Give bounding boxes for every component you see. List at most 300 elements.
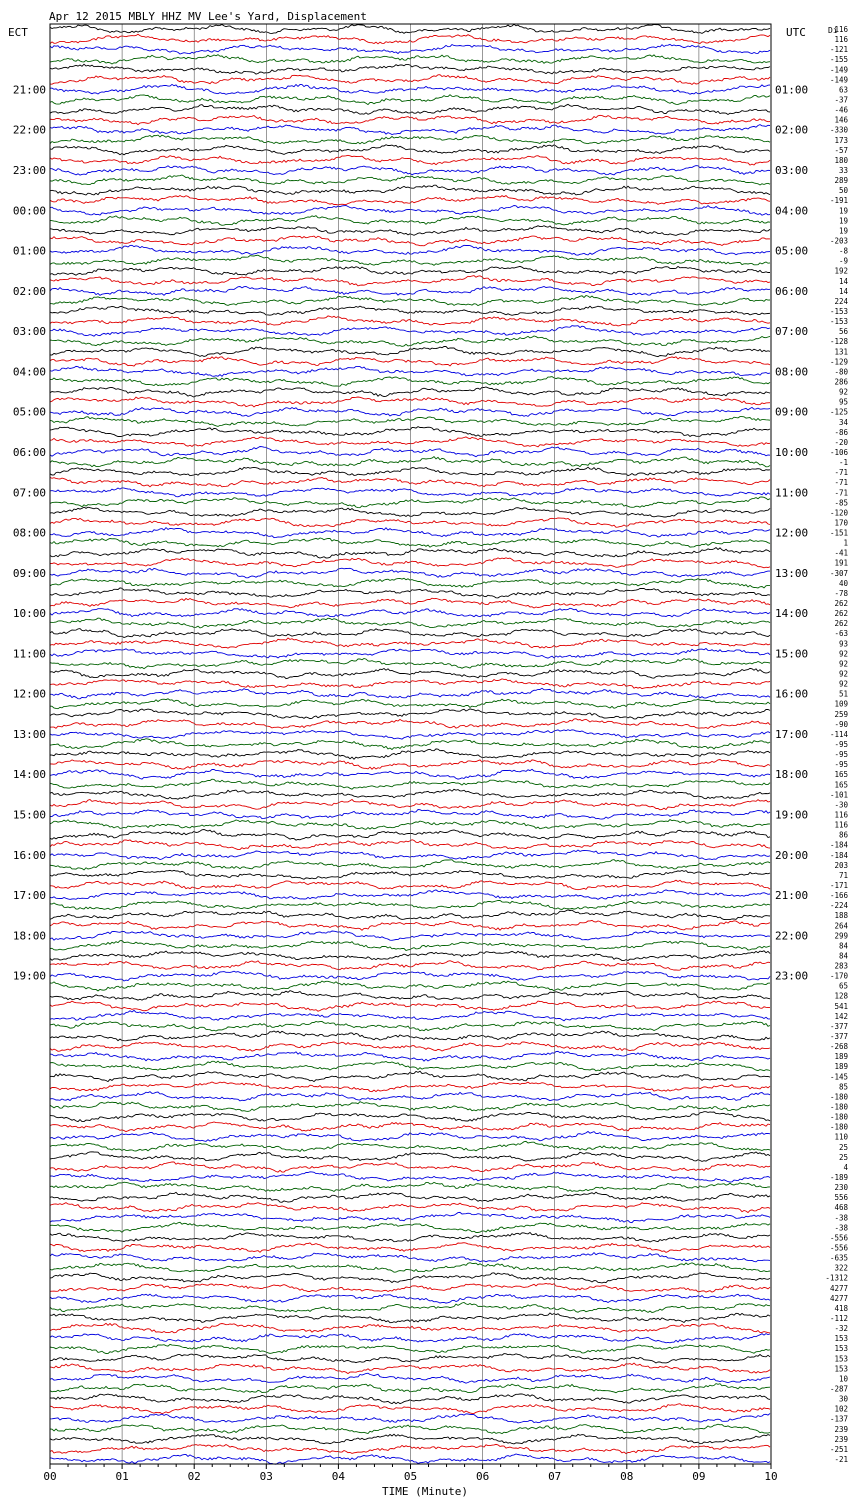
left-hour-label: 14:00 [12, 768, 46, 782]
trace-line [50, 266, 770, 275]
trace-offset-label: 85 [838, 1082, 848, 1092]
right-hour-label: 08:00 [775, 365, 809, 379]
trace-offset-label: 128 [834, 991, 848, 1001]
trace-offset-label: 322 [834, 1263, 848, 1273]
trace-line [50, 1373, 770, 1383]
trace-line [50, 598, 770, 608]
trace-line [50, 1132, 770, 1142]
right-hour-axis [775, 83, 808, 982]
trace-offset-label: -95 [834, 760, 848, 770]
trace-line [50, 206, 770, 216]
trace-offset-label: 541 [834, 1001, 848, 1011]
trace-offset-label: -20 [834, 437, 848, 447]
trace-line [50, 800, 770, 810]
trace-offset-label: 262 [834, 599, 848, 609]
trace-line [50, 226, 770, 236]
x-axis [43, 1464, 777, 1483]
trace-offset-label: 40 [838, 578, 848, 588]
trace-line [50, 417, 770, 427]
trace-line [50, 1203, 770, 1213]
trace-offset-label: 153 [834, 1344, 848, 1354]
trace-line [50, 1233, 770, 1243]
trace-line [50, 1122, 770, 1132]
trace-line [50, 941, 770, 951]
trace-offset-label: 299 [834, 931, 848, 941]
trace-line [50, 608, 770, 617]
right-hour-label: 17:00 [775, 727, 809, 741]
trace-offset-label: 556 [834, 1193, 848, 1203]
right-hour-label: 23:00 [775, 969, 809, 983]
trace-line [50, 779, 770, 789]
trace-offset-label: 188 [834, 911, 848, 921]
trace-offset-label: -330 [829, 125, 848, 135]
trace-line [50, 427, 770, 437]
trace-offset-label: 92 [838, 669, 848, 679]
trace-line [50, 407, 770, 416]
trace-line [50, 44, 770, 54]
right-hour-label: 04:00 [775, 204, 809, 218]
left-axis-label: ECT [8, 26, 28, 39]
trace-offset-label: 180 [834, 155, 848, 165]
trace-line [50, 1263, 770, 1273]
trace-line [50, 1284, 770, 1293]
offset-axis [825, 25, 848, 1464]
trace-line [50, 699, 770, 709]
trace-offset-label: -145 [829, 1072, 848, 1082]
trace-offset-label: -155 [829, 55, 848, 65]
trace-line [50, 497, 770, 508]
trace-offset-label: -149 [829, 65, 848, 75]
trace-offset-label: 116 [834, 35, 848, 45]
trace-offset-label: 116 [834, 810, 848, 820]
left-hour-label: 07:00 [12, 486, 46, 500]
trace-line [50, 890, 770, 900]
trace-offset-label: 192 [834, 266, 848, 276]
right-hour-label: 05:00 [775, 244, 809, 258]
trace-offset-label: 84 [838, 951, 848, 961]
trace-line [50, 518, 770, 527]
right-hour-label: 12:00 [775, 526, 809, 540]
right-hour-label: 22:00 [775, 929, 809, 943]
trace-offset-label: 203 [834, 860, 848, 870]
trace-offset-label: 63 [838, 85, 848, 95]
trace-line [50, 1363, 770, 1374]
left-hour-label: 23:00 [12, 164, 46, 178]
trace-line [50, 900, 770, 909]
trace-line [50, 1112, 770, 1122]
trace-offset-label: 92 [838, 649, 848, 659]
x-axis-label: TIME (Minute) [381, 1485, 469, 1498]
trace-line [50, 1010, 770, 1020]
trace-line [50, 1334, 770, 1343]
right-hour-label: 10:00 [775, 445, 809, 459]
trace-line [50, 830, 770, 841]
right-hour-label: 06:00 [775, 284, 809, 298]
trace-offset-label: 262 [834, 619, 848, 629]
trace-offset-label: -203 [829, 236, 848, 246]
x-tick-label: 07 [548, 1470, 562, 1483]
trace-line [50, 618, 770, 628]
trace-offset-label: -95 [834, 750, 848, 760]
trace-offset-label: -153 [829, 317, 848, 327]
trace-offset-label: -95 [834, 740, 848, 749]
trace-line [50, 910, 770, 920]
left-hour-label: 17:00 [12, 889, 46, 903]
trace-offset-label: 19 [838, 226, 848, 236]
left-hour-label: 21:00 [12, 83, 46, 97]
right-hour-label: 16:00 [775, 687, 809, 701]
trace-offset-label: 84 [838, 941, 848, 951]
trace-offset-label: -9 [838, 256, 848, 266]
trace-offset-label: 239 [834, 1424, 848, 1434]
trace-offset-label: 153 [834, 1354, 848, 1364]
left-hour-label: 12:00 [12, 687, 46, 701]
trace-offset-label: 33 [838, 166, 848, 176]
trace-offset-label: 92 [838, 659, 848, 669]
trace-group [50, 24, 770, 1464]
trace-offset-label: -32 [834, 1324, 848, 1334]
trace-offset-label: 153 [834, 1334, 848, 1344]
trace-offset-label: 189 [834, 1052, 848, 1062]
trace-offset-label: 95 [838, 397, 848, 407]
trace-offset-label: -191 [829, 196, 848, 206]
trace-line [50, 457, 770, 467]
trace-line [50, 528, 770, 538]
trace-line [50, 860, 770, 870]
trace-offset-label: 131 [834, 347, 848, 357]
trace-line [50, 1303, 770, 1313]
trace-offset-label: -287 [829, 1384, 848, 1394]
trace-line [50, 1354, 770, 1363]
trace-offset-label: 116 [834, 25, 848, 35]
trace-offset-label: -86 [834, 427, 848, 437]
trace-line [50, 920, 770, 930]
trace-offset-label: 289 [834, 176, 848, 186]
trace-line [50, 95, 770, 105]
trace-line [50, 568, 770, 578]
trace-offset-label: 50 [838, 186, 848, 196]
trace-line [50, 1454, 770, 1464]
left-hour-label: 02:00 [12, 284, 46, 298]
trace-line [50, 1384, 770, 1393]
trace-offset-label: 110 [834, 1132, 848, 1142]
x-tick-label: 05 [403, 1470, 418, 1483]
left-hour-label: 00:00 [12, 204, 46, 218]
trace-offset-label: 10 [838, 1374, 848, 1384]
trace-offset-label: 259 [834, 709, 848, 719]
trace-offset-label: 109 [834, 699, 848, 709]
trace-offset-label: 65 [838, 981, 848, 991]
trace-line [50, 629, 770, 638]
trace-line [50, 115, 770, 124]
trace-offset-label: 4277 [829, 1293, 848, 1303]
trace-line [50, 166, 770, 176]
trace-offset-label: -71 [834, 488, 848, 498]
trace-line [50, 236, 770, 246]
trace-offset-label: -8 [838, 246, 848, 256]
trace-offset-label: -37 [834, 95, 848, 105]
trace-line [50, 1212, 770, 1222]
right-hour-label: 19:00 [775, 808, 809, 822]
trace-line [50, 1082, 770, 1092]
trace-line [50, 1152, 770, 1162]
trace-line [50, 789, 770, 799]
x-tick-label: 01 [115, 1470, 129, 1483]
left-hour-label: 11:00 [12, 647, 46, 661]
trace-offset-label: 418 [834, 1303, 848, 1313]
trace-line [50, 1394, 770, 1404]
trace-offset-label: 34 [838, 417, 848, 427]
left-hour-label: 13:00 [12, 727, 46, 741]
trace-offset-label: -112 [829, 1313, 848, 1323]
trace-offset-label: 286 [834, 377, 848, 387]
trace-line [50, 1192, 770, 1202]
trace-line [50, 971, 770, 981]
trace-offset-label: 19 [838, 206, 848, 216]
trace-line [50, 357, 770, 366]
trace-line [50, 688, 770, 699]
trace-line [50, 981, 770, 991]
x-tick-label: 10 [764, 1470, 778, 1483]
trace-offset-label: -41 [834, 548, 848, 558]
trace-line [50, 316, 770, 326]
trace-offset-label: 4 [843, 1162, 848, 1172]
trace-offset-label: 468 [834, 1203, 848, 1213]
trace-offset-label: 86 [838, 830, 848, 840]
trace-line [50, 377, 770, 387]
trace-line [50, 287, 770, 296]
trace-line [50, 1273, 770, 1283]
trace-offset-label: 56 [838, 327, 848, 337]
trace-line [50, 1042, 770, 1051]
trace-line [50, 1031, 770, 1041]
trace-line [50, 326, 770, 337]
right-hour-label: 01:00 [775, 83, 809, 97]
trace-line [50, 1444, 770, 1453]
x-tick-label: 06 [475, 1470, 490, 1483]
trace-offset-label: 153 [834, 1364, 848, 1374]
trace-line [50, 125, 770, 135]
trace-offset-label: 239 [834, 1434, 848, 1444]
trace-offset-label: -125 [829, 407, 848, 417]
trace-line [50, 488, 770, 497]
trace-offset-label: -180 [829, 1112, 848, 1122]
left-hour-axis [13, 83, 46, 982]
right-hour-label: 02:00 [775, 123, 809, 137]
trace-line [50, 276, 770, 286]
trace-offset-label: 283 [834, 961, 848, 971]
trace-line [50, 145, 770, 155]
trace-offset-label: 71 [838, 870, 848, 880]
x-tick-label: 02 [187, 1470, 201, 1483]
trace-offset-label: -377 [829, 1021, 848, 1031]
trace-offset-label: 4277 [829, 1283, 848, 1293]
trace-offset-label: -180 [829, 1122, 848, 1132]
trace-line [50, 1414, 770, 1423]
trace-line [50, 34, 770, 44]
trace-line [50, 749, 770, 759]
trace-offset-label: -180 [829, 1102, 848, 1112]
x-tick-label: 03 [259, 1470, 273, 1483]
trace-offset-label: 146 [834, 115, 848, 125]
trace-line [50, 1253, 770, 1262]
trace-offset-label: 224 [834, 296, 848, 306]
trace-line [50, 447, 770, 457]
trace-line [50, 1424, 770, 1433]
trace-offset-label: 264 [834, 921, 848, 931]
left-hour-label: 04:00 [12, 365, 46, 379]
left-hour-label: 18:00 [12, 929, 46, 943]
trace-offset-label: -149 [829, 75, 848, 85]
trace-line [50, 991, 770, 1001]
trace-offset-label: 30 [838, 1394, 848, 1404]
trace-line [50, 649, 770, 659]
trace-offset-label: -21 [834, 1454, 848, 1464]
trace-offset-label: 102 [834, 1404, 848, 1414]
trace-line [50, 638, 770, 648]
trace-line [50, 961, 770, 971]
left-hour-label: 10:00 [12, 607, 46, 621]
left-hour-label: 08:00 [12, 526, 46, 540]
trace-offset-label: -268 [829, 1042, 848, 1052]
trace-offset-label: 51 [838, 689, 848, 699]
trace-line [50, 1102, 770, 1112]
trace-line [50, 760, 770, 770]
trace-line [50, 1001, 770, 1011]
trace-offset-label: -251 [829, 1444, 848, 1454]
right-hour-label: 07:00 [775, 325, 809, 339]
trace-line [50, 1434, 770, 1444]
trace-offset-label: 173 [834, 135, 848, 145]
trace-line [50, 1182, 770, 1191]
x-tick-label: 04 [331, 1470, 346, 1483]
trace-offset-label: -114 [829, 729, 848, 739]
left-hour-label: 05:00 [12, 405, 46, 419]
trace-offset-label: -184 [829, 840, 848, 850]
trace-offset-label: 165 [834, 780, 848, 790]
trace-offset-label: -137 [829, 1414, 848, 1424]
x-tick-label: 08 [620, 1470, 634, 1483]
trace-line [50, 1243, 770, 1253]
trace-offset-label: -120 [829, 508, 848, 518]
trace-line [50, 1294, 770, 1303]
trace-offset-label: -30 [834, 800, 848, 810]
trace-offset-label: 165 [834, 770, 848, 780]
trace-line [50, 216, 770, 226]
trace-offset-label: -1 [838, 458, 848, 468]
trace-line [50, 558, 770, 568]
right-axis-label: UTC [786, 26, 806, 39]
trace-offset-label: 1 [843, 538, 848, 548]
trace-line [50, 255, 770, 265]
trace-line [50, 870, 770, 879]
trace-line [50, 387, 770, 397]
trace-offset-label: -151 [829, 528, 848, 538]
trace-line [50, 769, 770, 779]
trace-line [50, 668, 770, 678]
trace-line [50, 104, 770, 114]
trace-offset-label: -556 [829, 1233, 848, 1243]
trace-offset-label: -71 [834, 468, 848, 478]
trace-offset-label: 262 [834, 609, 848, 619]
trace-offset-label: -377 [829, 1032, 848, 1042]
trace-line [50, 397, 770, 407]
trace-line [50, 245, 770, 255]
left-hour-label: 01:00 [12, 244, 46, 258]
trace-offset-label: 14 [838, 276, 848, 286]
trace-line [50, 477, 770, 486]
trace-offset-label: -556 [829, 1243, 848, 1253]
trace-line [50, 1061, 770, 1071]
trace-offset-label: -1312 [825, 1273, 848, 1283]
trace-offset-label: -180 [829, 1092, 848, 1102]
trace-line [50, 1323, 770, 1333]
trace-offset-label: 14 [838, 286, 848, 296]
trace-offset-label: 230 [834, 1183, 848, 1193]
trace-line [50, 1162, 770, 1172]
trace-line [50, 1172, 770, 1182]
x-tick-label: 09 [692, 1470, 706, 1483]
trace-line [50, 659, 770, 669]
trace-line [50, 931, 770, 940]
trace-offset-label: -106 [829, 447, 848, 457]
trace-offset-label: -63 [834, 629, 848, 639]
trace-offset-label: 116 [834, 820, 848, 830]
trace-line [50, 306, 770, 315]
trace-offset-label: -171 [829, 880, 848, 890]
trace-offset-label: 19 [838, 216, 848, 226]
trace-line [50, 507, 770, 517]
right-hour-label: 13:00 [775, 566, 809, 580]
trace-offset-label: 25 [838, 1142, 848, 1152]
trace-line [50, 578, 770, 588]
left-hour-label: 09:00 [12, 566, 46, 580]
corner-label: Di [828, 26, 838, 35]
chart-title: Apr 12 2015 MBLY HHZ MV Lee's Yard, Displacement [49, 10, 367, 23]
trace-line [50, 155, 770, 165]
trace-line [50, 437, 770, 447]
trace-line [50, 719, 770, 729]
trace-offset-label: -46 [834, 105, 848, 115]
trace-offset-label: -184 [829, 850, 848, 860]
trace-line [50, 24, 770, 33]
trace-line [50, 185, 770, 195]
trace-line [50, 1071, 770, 1081]
trace-line [50, 850, 770, 860]
trace-line [50, 1344, 770, 1353]
trace-offset-label: 142 [834, 1011, 848, 1021]
trace-offset-label: -166 [829, 891, 848, 901]
trace-line [50, 679, 770, 689]
left-hour-label: 16:00 [12, 848, 46, 862]
trace-offset-label: -101 [829, 790, 848, 800]
trace-offset-label: -38 [834, 1223, 848, 1233]
trace-offset-label: -80 [834, 367, 848, 377]
trace-line [50, 64, 770, 74]
trace-offset-label: 92 [838, 679, 848, 689]
trace-offset-label: -57 [834, 145, 848, 155]
trace-line [50, 1313, 770, 1323]
trace-offset-label: -128 [829, 337, 848, 347]
trace-line [50, 1404, 770, 1414]
trace-line [50, 709, 770, 719]
trace-line [50, 1092, 770, 1101]
trace-line [50, 1051, 770, 1061]
trace-line [50, 175, 770, 185]
trace-line [50, 739, 770, 750]
trace-offset-label: 93 [838, 639, 848, 649]
right-hour-label: 20:00 [775, 848, 809, 862]
